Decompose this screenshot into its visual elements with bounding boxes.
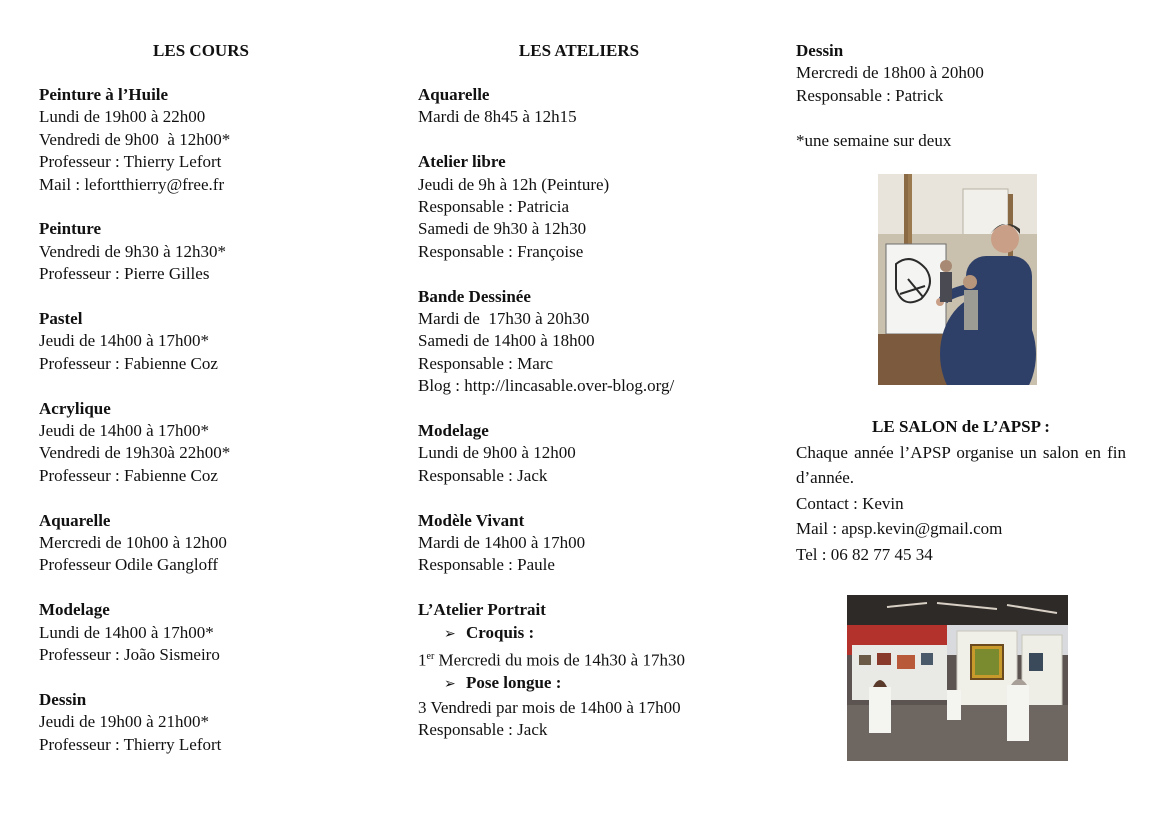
section-title: Peinture à l’Huile (39, 85, 169, 104)
schedule-section (39, 218, 369, 285)
portrait-responsable: Responsable : Jack (418, 719, 548, 739)
schedule-section (418, 286, 768, 398)
schedule-section (418, 510, 768, 577)
arrow-bullet-icon: ➢ (444, 626, 456, 642)
section-line: Responsable : Françoise (418, 241, 584, 261)
croquis-schedule-text: Mercredi du mois de 14h30 à 17h30 (434, 650, 685, 670)
section-line: Mercredi de 10h00 à 12h00 (39, 533, 227, 553)
ateliers-heading: LES ATELIERS (518, 41, 640, 60)
schedule-section (418, 84, 768, 129)
section-line: Blog : http://lincasable.over-blog.org/ (418, 376, 675, 396)
section-line: Lundi de 19h00 à 22h00 (39, 107, 206, 127)
croquis-ordinal: 1 (418, 650, 427, 670)
schedule-section (39, 84, 369, 196)
schedule-section (418, 151, 768, 263)
section-title: Acrylique (39, 398, 111, 418)
section-line: Lundi de 14h00 à 17h00* (39, 622, 214, 642)
salon-description: Chaque année l’APSP organise un salon en fin d’année. (796, 442, 1126, 488)
pose-longue-label: Pose longue : (466, 673, 562, 693)
schedule-section (418, 420, 768, 487)
schedule-section (39, 308, 369, 375)
schedule-section (39, 510, 369, 577)
section-line: Responsable : Jack (418, 465, 548, 485)
section-line: Jeudi de 14h00 à 17h00* (39, 421, 209, 441)
section-line: Jeudi de 9h à 12h (Peinture) (418, 174, 610, 194)
pose-longue-bullet (418, 672, 768, 696)
section-line: Lundi de 9h00 à 12h00 (418, 443, 576, 463)
section-line: Samedi de 9h30 à 12h30 (418, 219, 587, 239)
exhibition-hall-photo (847, 595, 1068, 761)
section-line: Vendredi de 9h00 à 12h00* (39, 129, 231, 149)
section-title: Modelage (39, 600, 110, 620)
section-line: Mardi de 14h00 à 17h00 (418, 533, 586, 553)
cours-sections (39, 84, 369, 756)
section-line: Jeudi de 14h00 à 17h00* (39, 331, 209, 351)
section-title: Pastel (39, 309, 83, 329)
section-title: Modelage (418, 421, 489, 441)
atelier-portrait-title: L’Atelier Portrait (418, 600, 546, 620)
section-line: Professeur : Thierry Lefort (39, 734, 222, 754)
salon-tel: Tel : 06 82 77 45 34 (796, 544, 933, 564)
painter-at-easel-photo (878, 174, 1037, 385)
croquis-schedule (418, 646, 768, 672)
section-line: Responsable : Paule (418, 555, 555, 575)
salon-section (796, 414, 1126, 568)
note-alternate-weeks: *une semaine sur deux (796, 130, 952, 150)
section-line: Vendredi de 19h30à 22h00* (39, 443, 231, 463)
croquis-bullet (418, 622, 768, 646)
ateliers-column (418, 40, 768, 764)
section-line: Professeur Odile Gangloff (39, 555, 219, 575)
section-line: Professeur : Thierry Lefort (39, 152, 222, 172)
section-title: Peinture (39, 219, 102, 239)
salon-heading: LE SALON de L’APSP : (872, 417, 1050, 436)
section-line: Jeudi de 19h00 à 21h00* (39, 712, 209, 732)
section-line: Professeur : Pierre Gilles (39, 264, 210, 284)
croquis-ordinal-suffix: er (426, 651, 435, 663)
section-line: Mardi de 8h45 à 12h15 (418, 107, 577, 127)
atelier-portrait-section (418, 599, 768, 741)
section-line: Professeur : João Sismeiro (39, 645, 220, 665)
section-title: Atelier libre (418, 152, 506, 172)
section-title: Dessin (39, 689, 87, 709)
pose-longue-schedule: 3 Vendredi par mois de 14h00 à 17h00 (418, 697, 681, 717)
section-line: Professeur : Fabienne Coz (39, 353, 218, 373)
cours-column (39, 40, 369, 778)
section-line: Responsable : Marc (418, 353, 554, 373)
section-line: Professeur : Fabienne Coz (39, 465, 218, 485)
section-title: Bande Dessinée (418, 286, 531, 306)
section-line: Samedi de 14h00 à 18h00 (418, 331, 595, 351)
section-title: Aquarelle (39, 510, 111, 530)
dessin-column (796, 40, 1126, 152)
section-line: Vendredi de 9h30 à 12h30* (39, 241, 226, 261)
cours-heading: LES COURS (153, 41, 249, 60)
schedule-section (39, 599, 369, 666)
ateliers-sections (418, 84, 768, 577)
dessin-line: Mercredi de 18h00 à 20h00 (796, 63, 984, 83)
schedule-section (39, 398, 369, 488)
schedule-section (39, 689, 369, 756)
section-line: Responsable : Patricia (418, 197, 570, 217)
section-line: Mail : lefortthierry@free.fr (39, 174, 225, 194)
croquis-label: Croquis : (466, 622, 535, 642)
salon-mail: Mail : apsp.kevin@gmail.com (796, 519, 1003, 539)
section-title: Modèle Vivant (418, 510, 525, 530)
arrow-bullet-icon: ➢ (444, 677, 456, 693)
dessin-line: Responsable : Patrick (796, 85, 944, 105)
dessin-title: Dessin (796, 41, 844, 60)
section-line: Mardi de 17h30 à 20h30 (418, 309, 590, 329)
section-title: Aquarelle (418, 85, 490, 104)
salon-contact: Contact : Kevin (796, 493, 904, 513)
